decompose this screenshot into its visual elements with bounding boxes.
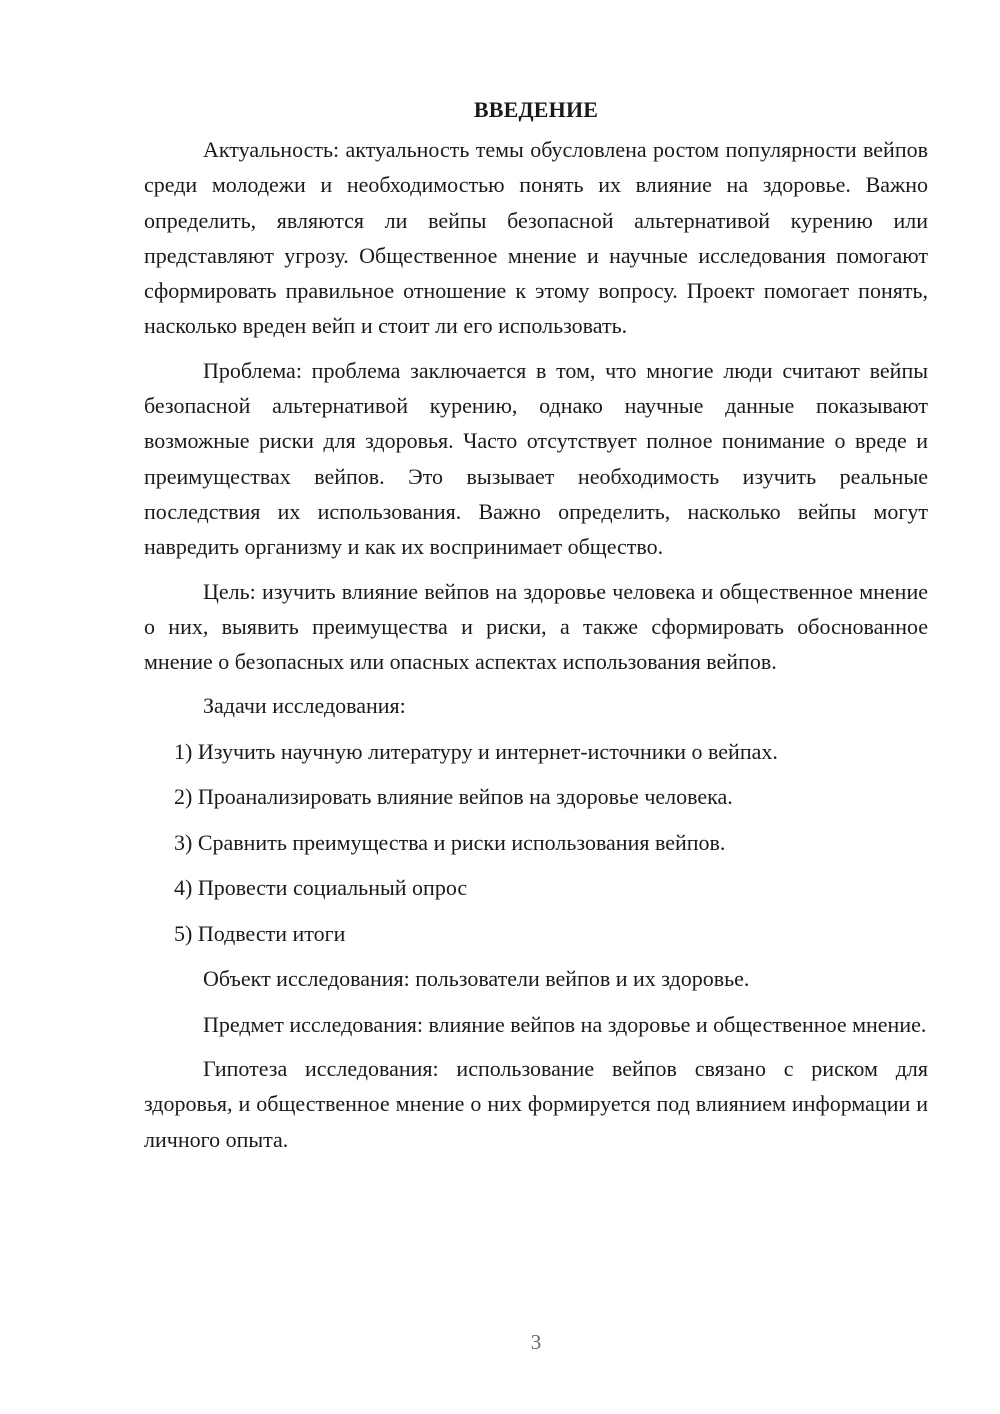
list-item: 5) Подвести итоги	[174, 920, 346, 946]
research-object: Объект исследования: пользователи вейпов и их здоровье.	[203, 966, 750, 992]
list-item: 4) Провести социальный опрос	[174, 875, 468, 901]
research-subject: Предмет исследования: влияние вейпов на здоровье и общественное мнение.	[203, 1011, 927, 1037]
list-item: 2) Проанализировать влияние вейпов на здоровье человека.	[174, 784, 733, 810]
tasks-list	[144, 734, 928, 951]
paragraph-relevance: Актуальность: актуальность темы обусловлена ростом популярности вейпов среди молодежи и необходимостью понять их влияние на здоровье. Важно определить, являются ли вейпы безопасной альтернативой курению или представляют угрозу. Общественное мнение и научные исследования помогают сформировать правильное отношение к этому вопросу. Проект помогает понять, насколько вреден вейп и стоит ли его использовать.	[144, 137, 928, 339]
list-item: 3) Сравнить преимущества и риски использования вейпов.	[174, 829, 726, 855]
page-number: 3	[530, 1330, 542, 1354]
paragraph-problem: Проблема: проблема заключается в том, что многие люди считают вейпы безопасной альтернативой курению, однако научные данные показывают возможные риски для здоровья. Часто отсутствует полное понимание о вреде и преимуществах вейпов. Это вызывает необходимость изучить реальные последствия их использования. Важно определить, насколько вейпы могут навредить организму и как их воспринимает общество.	[144, 357, 928, 560]
document-page	[144, 94, 928, 1166]
research-hypothesis: Гипотеза исследования: использование вейпов связано с риском для здоровья, и общественное мнение о них формируется под влиянием информации и личного опыта.	[144, 1056, 928, 1152]
list-item: 1) Изучить научную литературу и интернет-источники о вейпах.	[174, 738, 778, 764]
paragraph-goal: Цель: изучить влияние вейпов на здоровье человека и общественное мнение о них, выявить преимущества и риски, а также сформировать обоснованное мнение о безопасных или опасных аспектах использования вейпов.	[144, 578, 928, 675]
page-title: ВВЕДЕНИЕ	[473, 97, 599, 122]
tasks-heading: Задачи исследования:	[203, 693, 406, 719]
